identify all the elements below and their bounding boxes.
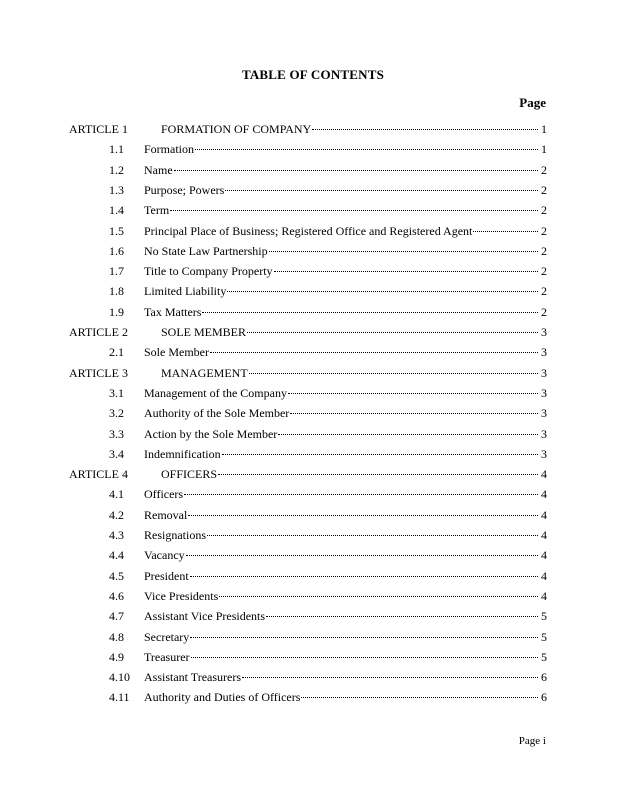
toc-section-row[interactable] [0, 385, 626, 402]
toc-entry-page: 5 [541, 629, 547, 644]
toc-entry-number: 4.1 [109, 487, 124, 502]
toc-section-row[interactable] [0, 446, 626, 463]
toc-entry-page: 2 [541, 162, 547, 177]
toc-entry-number: 1.8 [109, 284, 124, 299]
dot-leader [288, 392, 538, 394]
toc-entry-page: 4 [541, 588, 547, 603]
toc-entry-label: Limited Liability [144, 284, 227, 299]
toc-section-row[interactable] [0, 283, 626, 300]
toc-entry-page: 4 [541, 568, 547, 583]
dot-leader [219, 595, 538, 597]
toc-entry [144, 547, 547, 564]
toc-entry [144, 507, 547, 524]
toc-entry-page: 3 [541, 426, 547, 441]
toc-entry-number: 1.2 [109, 162, 124, 177]
toc-section-row[interactable] [0, 405, 626, 422]
toc-section-row[interactable] [0, 141, 626, 158]
toc-section-row[interactable] [0, 669, 626, 686]
toc-article-row[interactable] [0, 365, 626, 382]
toc-entry-number: ARTICLE 1 [69, 122, 128, 136]
toc-entry-number: 1.4 [109, 203, 124, 218]
dot-leader [266, 615, 538, 617]
toc-entry [144, 263, 547, 280]
toc-entry [144, 588, 547, 605]
toc-entry-page: 5 [541, 609, 547, 624]
toc-entry [161, 121, 547, 138]
toc-section-row[interactable] [0, 426, 626, 443]
toc-entry-label: No State Law Partnership [144, 243, 268, 258]
dot-leader [225, 189, 538, 191]
toc-entry-number: 4.4 [109, 548, 124, 563]
dot-leader [227, 290, 538, 292]
toc-section-row[interactable] [0, 568, 626, 585]
toc-entry-number: 1.1 [109, 142, 124, 157]
toc-entry-number: 4.5 [109, 568, 124, 583]
toc-entry-page: 3 [541, 325, 547, 339]
page-footer: Page i [518, 735, 546, 747]
dot-leader [274, 270, 538, 272]
toc-section-row[interactable] [0, 304, 626, 321]
toc-section-row[interactable] [0, 263, 626, 280]
toc-entry [161, 365, 547, 382]
toc-section-row[interactable] [0, 182, 626, 199]
dot-leader [312, 128, 538, 130]
toc-entry-page: 1 [541, 142, 547, 157]
toc-entry-page: 2 [541, 304, 547, 319]
toc-entry-label: Authority of the Sole Member [144, 406, 290, 421]
toc-entry-label: Assistant Vice Presidents [144, 609, 266, 624]
toc-entry [144, 669, 547, 686]
toc-section-row[interactable] [0, 608, 626, 625]
toc-entry-number: ARTICLE 2 [69, 325, 128, 339]
dot-leader [186, 554, 538, 556]
dot-leader [269, 250, 538, 252]
toc-entry [144, 162, 547, 179]
toc-entry-number: ARTICLE 3 [69, 365, 128, 380]
toc-entry-label: Tax Matters [144, 304, 202, 319]
toc-entry-label: Removal [144, 507, 188, 522]
toc-entry-page: 6 [541, 690, 547, 705]
toc-entry-page: 4 [541, 487, 547, 502]
toc-entry-label: Name [144, 162, 173, 177]
toc-entry-page: 6 [541, 670, 547, 685]
toc-entry-label: Action by the Sole Member [144, 426, 278, 441]
toc-entry-label: Vice Presidents [144, 588, 219, 603]
toc-article-row[interactable] [0, 324, 626, 341]
toc-entry-number: 3.2 [109, 406, 124, 421]
toc-entry-number: 4.6 [109, 588, 124, 603]
toc-entry-page: 4 [541, 507, 547, 522]
toc-entry-label: Title to Company Property [144, 264, 273, 279]
toc-section-row[interactable] [0, 344, 626, 361]
toc-entry-page: 2 [541, 284, 547, 299]
dot-leader [174, 169, 538, 171]
dot-leader [191, 656, 538, 658]
toc-section-row[interactable] [0, 486, 626, 503]
dot-leader [210, 351, 538, 353]
toc-entry-number: 4.3 [109, 528, 124, 542]
toc-section-row[interactable] [0, 527, 626, 544]
dot-leader [207, 534, 538, 536]
dot-leader [195, 148, 538, 150]
toc-entry [144, 426, 547, 443]
toc-entry-number: 1.7 [109, 264, 124, 279]
toc-entry [144, 486, 547, 503]
dot-leader [278, 433, 538, 435]
toc-section-row[interactable] [0, 629, 626, 646]
dot-leader [218, 473, 538, 475]
toc-section-row[interactable] [0, 507, 626, 524]
toc-section-row[interactable] [0, 588, 626, 605]
toc-section-row[interactable] [0, 223, 626, 240]
toc-entry-page: 4 [541, 548, 547, 563]
page-column-heading: Page [519, 95, 546, 110]
toc-entry [144, 283, 547, 300]
dot-leader [247, 331, 538, 333]
toc-section-row[interactable] [0, 202, 626, 219]
toc-entry-number: 4.8 [109, 629, 124, 644]
toc-entry-number: 3.3 [109, 426, 124, 441]
toc-entry-label: Officers [144, 487, 184, 502]
toc-entry [144, 385, 547, 402]
toc-entry-page: 3 [541, 446, 547, 461]
toc-entry-label: President [144, 568, 189, 583]
toc-entry-label: FORMATION OF COMPANY [161, 122, 312, 136]
toc-section-row[interactable] [0, 243, 626, 260]
toc-entry [144, 568, 547, 585]
toc-entry-label: Sole Member [144, 345, 209, 360]
toc-article-row[interactable] [0, 466, 626, 483]
dot-leader [222, 453, 538, 455]
toc-entry-number: ARTICLE 4 [69, 467, 128, 482]
dot-leader [190, 636, 538, 638]
toc-entry-label: Indemnification [144, 446, 221, 461]
toc-entry [144, 182, 547, 199]
toc-entry [144, 608, 547, 625]
toc-entry-label: Secretary [144, 629, 190, 644]
toc-entry-number: 2.1 [109, 345, 124, 360]
dot-leader [301, 696, 538, 698]
toc-section-row[interactable] [0, 162, 626, 179]
dot-leader [202, 311, 538, 313]
toc-entry-label: Resignations [144, 528, 206, 542]
toc-entry-number: 4.9 [109, 649, 124, 664]
toc-entry-page: 2 [541, 203, 547, 218]
toc-entry-page: 4 [541, 528, 547, 542]
toc-entry-label: OFFICERS [161, 467, 218, 482]
toc-entry-page: 2 [541, 223, 547, 238]
toc-entry-page: 5 [541, 649, 547, 664]
toc-entry [144, 649, 547, 666]
toc-entry-label: Principal Place of Business; Registered Office and Registered Agent [144, 223, 473, 238]
toc-entry-number: 1.5 [109, 223, 124, 238]
toc-entry-page: 3 [541, 385, 547, 400]
toc-entry-label: Vacancy [144, 548, 185, 563]
toc-entry-page: 2 [541, 243, 547, 258]
toc-section-row[interactable] [0, 689, 626, 706]
toc-entry-number: 4.2 [109, 507, 124, 522]
toc-entry-label: Term [144, 203, 170, 218]
toc-entry-number: 4.11 [109, 690, 130, 705]
toc-entry [161, 324, 547, 341]
toc-entry-number: 3.4 [109, 446, 124, 461]
toc-entry-page: 1 [541, 122, 547, 136]
toc-entry-label: Assistant Treasurers [144, 670, 242, 685]
toc-entry [144, 527, 547, 544]
toc-entry [144, 304, 547, 321]
toc-entry-label: Treasurer [144, 649, 190, 664]
dot-leader [242, 676, 538, 678]
toc-entry [144, 202, 547, 219]
toc-entry-page: 4 [541, 467, 547, 482]
toc-entry [144, 223, 547, 240]
toc-entry-label: SOLE MEMBER [161, 325, 247, 339]
toc-entry [144, 405, 547, 422]
toc-section-row[interactable] [0, 649, 626, 666]
dot-leader [190, 575, 538, 577]
toc-entry-number: 1.6 [109, 243, 124, 258]
toc-entry [144, 446, 547, 463]
dot-leader [188, 514, 538, 516]
toc-entry-page: 2 [541, 182, 547, 197]
toc-entry-page: 3 [541, 406, 547, 421]
toc-article-row[interactable] [0, 121, 626, 138]
toc-entry-number: 1.9 [109, 304, 124, 319]
toc-entry-page: 3 [541, 345, 547, 360]
toc-entry-label: Management of the Company [144, 385, 287, 400]
toc-entry-label: Purpose; Powers [144, 182, 225, 197]
toc-entry [144, 243, 547, 260]
toc-entry-number: 3.1 [109, 385, 124, 400]
toc-entry-label: MANAGEMENT [161, 365, 248, 380]
toc-entry [161, 466, 547, 483]
toc-entry-number: 1.3 [109, 182, 124, 197]
toc-entry [144, 344, 547, 361]
document-title: TABLE OF CONTENTS [241, 67, 385, 82]
dot-leader [290, 412, 538, 414]
toc-entry-page: 2 [541, 264, 547, 279]
dot-leader [184, 493, 538, 495]
toc-entry-label: Formation [144, 142, 194, 157]
toc-entry [144, 689, 547, 706]
toc-entry-number: 4.7 [109, 609, 124, 624]
dot-leader [170, 209, 538, 211]
dot-leader [249, 372, 538, 374]
dot-leader [473, 230, 538, 232]
toc-entry-page: 3 [541, 365, 547, 380]
toc-entry [144, 141, 547, 158]
toc-entry-number: 4.10 [109, 670, 130, 685]
toc-entry-label: Authority and Duties of Officers [144, 690, 301, 705]
toc-section-row[interactable] [0, 547, 626, 564]
toc-entry [144, 629, 547, 646]
